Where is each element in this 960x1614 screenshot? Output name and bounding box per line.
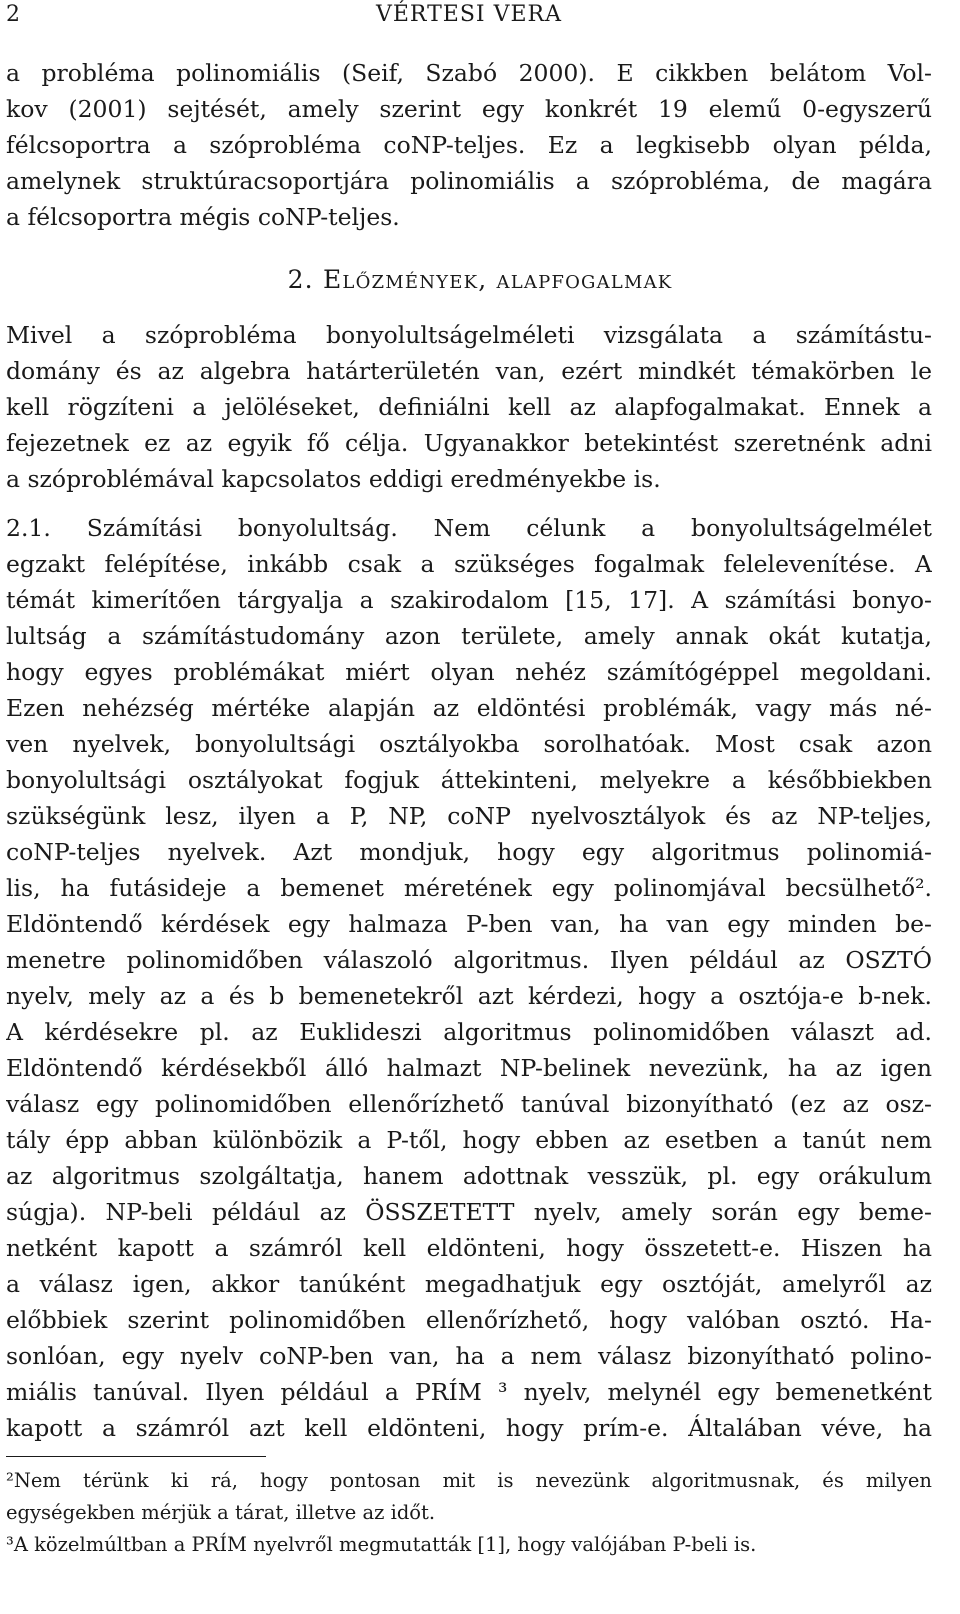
text-line: egzakt felépítése, inkább csak a szükséges fogalmak felelevenítése. A [6, 550, 932, 578]
text-line: fejezetnek ez az egyik fő célja. Ugyanakkor betekintést szeretnénk adni [6, 429, 932, 457]
text-line: miális tanúval. Ilyen például a PRÍM ³ nyelv, melynél egy bemenetként [6, 1378, 932, 1406]
text-line: súgja). NP-beli például az ÖSSZETETT nyelv, amely során egy beme- [6, 1198, 932, 1226]
text-line: az algoritmus szolgáltatja, hanem adottnak vesszük, pl. egy orákulum [6, 1162, 932, 1190]
running-title: VÉRTESI VERA [375, 2, 562, 27]
subsection-paragraph [6, 510, 932, 1446]
text-line: Eldöntendő kérdésekből álló halmazt NP-belinek nevezünk, ha az igen [6, 1054, 932, 1082]
text-line: Eldöntendő kérdések egy halmaza P-ben van, ha van egy minden be- [6, 910, 932, 938]
text-line: a szóproblémával kapcsolatos eddigi eredményekbe is. [6, 465, 661, 493]
text-line: a válasz igen, akkor tanúként megadhatjuk egy osztóját, amelyről az [6, 1270, 932, 1298]
text-line: 2.1. Számítási bonyolultság. Nem célunk a bonyolultságelmélet [6, 514, 932, 542]
text-line: témát kimerítően tárgyalja a szakirodalom [15, 17]. A számítási bonyo- [6, 586, 932, 614]
text-line: Mivel a szóprobléma bonyolultságelméleti vizsgálata a számítástu- [6, 321, 932, 349]
text-line: domány és az algebra határterületén van, ezért mindkét témakörben le [6, 357, 932, 385]
text-line: ven nyelvek, bonyolultsági osztályokba sorolhatóak. Most csak azon [6, 730, 932, 758]
text-line: félcsoportra a szóprobléma coNP-teljes. Ez a legkisebb olyan példa, [6, 131, 932, 159]
running-header [6, 0, 932, 30]
text-line: lultság a számítástudomány azon területe, amely annak okát kutatja, [6, 622, 932, 650]
text-line: kapott a számról azt kell eldönteni, hogy prím-e. Általában véve, ha [6, 1414, 932, 1442]
text-line: coNP-teljes nyelvek. Azt mondjuk, hogy egy algoritmus polinomiá- [6, 838, 932, 866]
text-line: hogy egyes problémákat miért olyan nehéz számítógéppel megoldani. [6, 658, 932, 686]
text-line: amelynek struktúracsoportjára polinomiális a szóprobléma, de magára [6, 167, 932, 195]
text-line: kov (2001) sejtését, amely szerint egy konkrét 19 elemű 0-egyszerű [6, 95, 932, 123]
text-line: nyelv, mely az a és b bemenetekről azt kérdezi, hogy a osztója-e b-nek. [6, 982, 932, 1010]
footnote-rule [6, 1456, 266, 1457]
text-line: előbbiek szerint polinomidőben ellenőrízhető, hogy valóban osztó. Ha- [6, 1306, 932, 1334]
page-number: 2 [6, 2, 20, 27]
text-line: Ezen nehézség mértéke alapján az eldöntési problémák, vagy más né- [6, 694, 932, 722]
intro-paragraph [6, 55, 932, 235]
text-line: menetre polinomidőben válaszoló algoritmus. Ilyen például az OSZTÓ [6, 946, 932, 974]
text-line: A kérdésekre pl. az Euklideszi algoritmus polinomidőben választ ad. [6, 1018, 932, 1046]
footnote-line: ²Nem térünk ki rá, hogy pontosan mit is nevezünk algoritmusnak, és milyen [6, 1469, 932, 1492]
text-line: válasz egy polinomidőben ellenőrízhető tanúval bizonyítható (ez az osz- [6, 1090, 932, 1118]
text-line: a probléma polinomiális (Seif, Szabó 2000). E cikkben belátom Vol- [6, 59, 932, 87]
text-line: bonyolultsági osztályokat fogjuk áttekinteni, melyekre a későbbiekben [6, 766, 932, 794]
section-heading: 2. Előzmények, alapfogalmak [287, 265, 673, 294]
text-line: sonlóan, egy nyelv coNP-ben van, ha a nem válasz bizonyítható polino- [6, 1342, 932, 1370]
text-line: a félcsoportra mégis coNP-teljes. [6, 203, 400, 231]
text-line: kell rögzíteni a jelöléseket, definiálni kell az alapfogalmakat. Ennek a [6, 393, 932, 421]
footnotes [6, 1456, 932, 1561]
text-line: tály épp abban különbözik a P-től, hogy ebben az esetben a tanút nem [6, 1126, 932, 1154]
section-paragraph [6, 317, 932, 497]
text-line: szükségünk lesz, ilyen a P, NP, coNP nyelvosztályok és az NP-teljes, [6, 802, 932, 830]
footnote-line: egységekben mérjük a tárat, illetve az időt. [6, 1501, 436, 1524]
text-line: lis, ha futásideje a bemenet méretének egy polinomjával becsülhető². [6, 874, 932, 902]
text-line: netként kapott a számról kell eldönteni, hogy összetett-e. Hiszen ha [6, 1234, 932, 1262]
footnote-line: ³A közelmúltban a PRÍM nyelvről megmutatták [1], hogy valójában P-beli is. [6, 1533, 757, 1556]
